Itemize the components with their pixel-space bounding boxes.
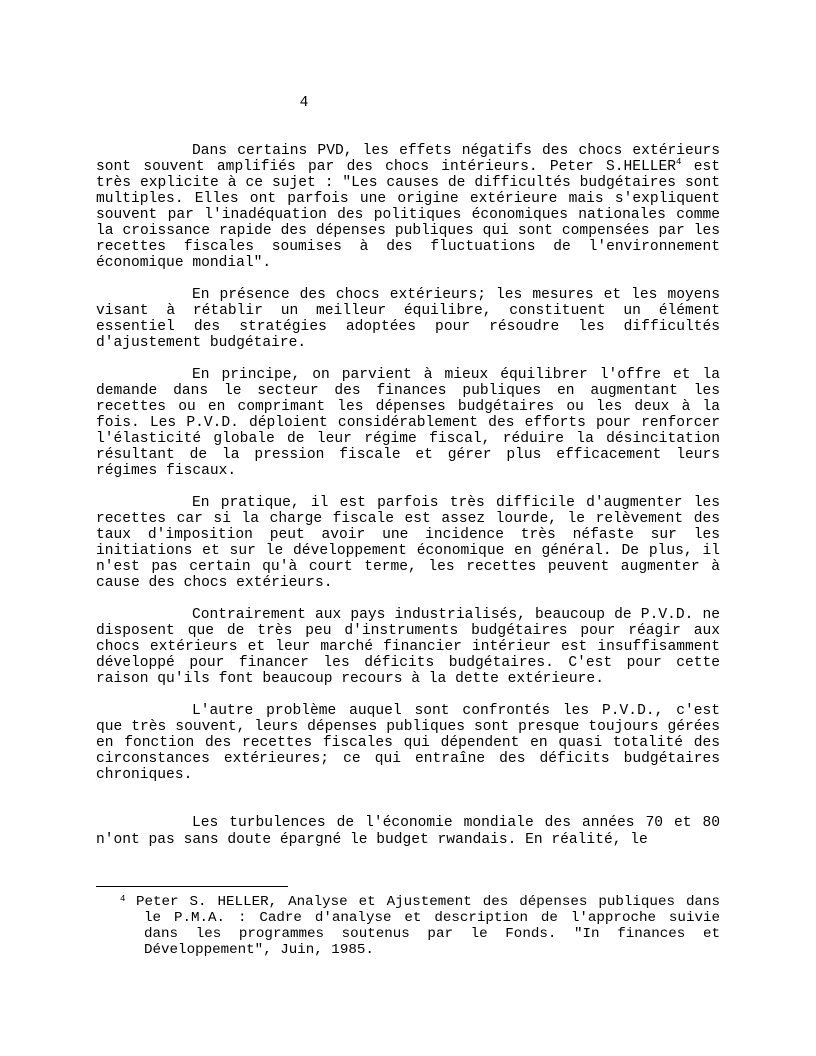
paragraph-industrialized: Contrairement aux pays industrialisés, beaucoup de P.V.D. ne disposent que de très peu d'instruments budgétaires pour réagir aux chocs extérieurs et leur marché financier intérieur est insuffisamment développé pour financer les déficits budgétaires. C'est pour cette raison qu'ils font beaucoup recours à la dette extérieure. [96, 607, 720, 687]
footnote-separator [96, 886, 288, 887]
footnote-reference: 4 [676, 157, 682, 167]
paragraph-turbulences: Les turbulences de l'économie mondiale des années 70 et 80 n'ont pas sans doute épargné le budget rwandais. En réalité, le [96, 815, 720, 848]
paragraph-text: Dans certains PVD, les effets négatifs des chocs extérieurs sont souvent amplifiés par des chocs intérieurs. Peter S.HELLER [96, 143, 720, 175]
paragraph-text: est très explicite à ce sujet : "Les causes de difficultés budgétaires sont multiples. Elles ont parfois une origine extérieure mais s'expliquent souvent par l'inadéquation des politiques économiques nationales comme la croissance rapide des dépenses publiques qui sont compensées par les recettes fiscales soumises à des fluctuations de l'environnement économique mondial". [96, 159, 721, 271]
paragraph-external-shocks [96, 143, 720, 271]
paragraph-principle: En principe, on parvient à mieux équilibrer l'offre et la demande dans le secteur des finances publiques en augmentant les recettes ou en comprimant les dépenses budgétaires ou les deux à la fois. Les P.V.D. déploient considérablement des efforts pour renforcer l'élasticité globale de leur régime fiscal, réduire la désincitation résultant de la pression fiscale et gérer plus efficacement leurs régimes fiscaux. [96, 367, 720, 479]
footnote-marker: 4 [120, 894, 126, 904]
paragraph-practice: En pratique, il est parfois très difficile d'augmenter les recettes car si la charge fiscale est assez lourde, le relèvement des taux d'imposition peut avoir une incidence très néfaste sur les initiations et sur le développement économique en général. De plus, il n'est pas certain qu'à court terme, les recettes peuvent augmenter à cause des chocs extérieurs. [96, 495, 720, 591]
footnote [120, 894, 720, 958]
footnote-text: Peter S. HELLER, Analyse et Ajustement des dépenses publiques dans le P.M.A. : Cadre d'analyse et description de l'approche suivie dans les programmes soutenus par le Fonds. "In finances et Développement", Juin, 1985. [136, 894, 720, 958]
paragraph-measures: En présence des chocs extérieurs; les mesures et les moyens visant à rétablir un meilleur équilibre, constituent un élément essentiel des stratégies adoptées pour résoudre les difficultés d'ajustement budgétaire. [96, 287, 720, 351]
page-number: 4 [299, 95, 309, 111]
paragraph-other-problem: L'autre problème auquel sont confrontés les P.V.D., c'est que très souvent, leurs dépenses publiques sont presque toujours gérées en fonction des recettes fiscales qui dépendent en quasi totalité des circonstances extérieures; ce qui entraîne des déficits budgétaires chroniques. [96, 703, 720, 783]
body-text [96, 143, 720, 865]
